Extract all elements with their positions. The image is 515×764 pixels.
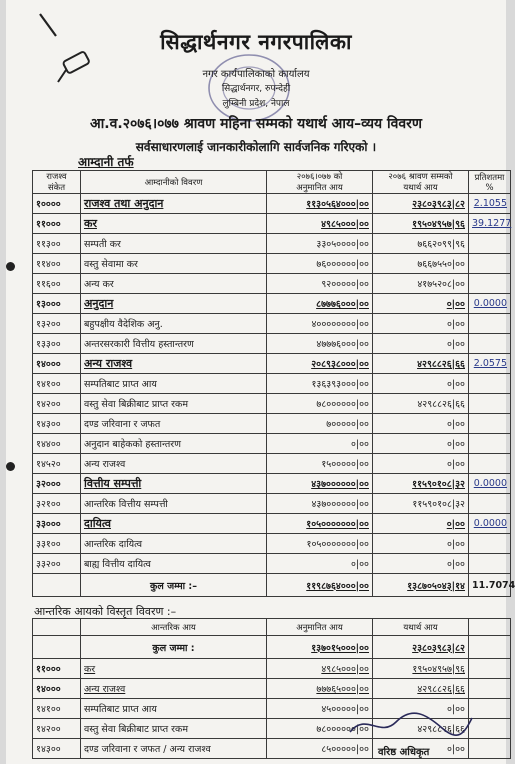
row-description: अन्य राजश्व bbox=[81, 354, 267, 374]
row-estimated: ४९८५०००|०० bbox=[267, 214, 373, 234]
row-estimated: ४३७००००००|०० bbox=[267, 494, 373, 514]
row-estimated: १५०००००|०० bbox=[267, 454, 373, 474]
row-description: सम्पती कर bbox=[81, 234, 267, 254]
office-karyalaya: नगर कार्यपालिकाको कार्यालय bbox=[202, 69, 310, 80]
office-city: सिद्धार्थनगर, रुपन्देही bbox=[221, 84, 291, 94]
row-description: आन्तरिक दायित्व bbox=[81, 534, 267, 554]
internal-row-description: वस्तु सेवा बिक्रीबाट प्राप्त रकम bbox=[81, 719, 267, 739]
row-percent bbox=[469, 394, 511, 414]
row-estimated: ४००००००००|०० bbox=[267, 314, 373, 334]
row-percent: 2.1055 bbox=[469, 194, 511, 214]
row-percent: 0.0000 bbox=[469, 294, 511, 314]
internal-row-description: दण्ड जरिवाना र जफत / अन्य राजश्व bbox=[81, 739, 267, 759]
row-actual: ०|०० bbox=[373, 294, 469, 314]
header-desc: आम्दानीको विवरण bbox=[81, 171, 267, 194]
row-percent bbox=[469, 434, 511, 454]
internal-row-description: कर bbox=[81, 659, 267, 679]
document-page bbox=[6, 0, 515, 764]
row-percent bbox=[469, 454, 511, 474]
header-code-b: संकेत bbox=[47, 183, 66, 193]
row-actual: ४२९८८२६|६६ bbox=[373, 394, 469, 414]
row-code: १४३०० bbox=[33, 414, 81, 434]
row-estimated: ७०००००|०० bbox=[267, 414, 373, 434]
income-row bbox=[33, 374, 511, 394]
internal-row-estimated: ८५०००००|०० bbox=[267, 739, 373, 759]
row-percent: 0.0000 bbox=[469, 514, 511, 534]
row-estimated: ७६००००००|०० bbox=[267, 254, 373, 274]
row-estimated: ४३७००००००|०० bbox=[267, 474, 373, 494]
internal-row bbox=[33, 659, 511, 679]
row-estimated: १३६३९३०००|०० bbox=[267, 374, 373, 394]
row-actual: १९५०४९५७|९६ bbox=[373, 214, 469, 234]
income-group-row bbox=[33, 294, 511, 314]
row-description: राजश्व तथा अनुदान bbox=[81, 194, 267, 214]
internal-total-act: २३८०३९८३|८२ bbox=[373, 636, 469, 659]
row-estimated: ९२०००००|०० bbox=[267, 274, 373, 294]
row-actual: ०|०० bbox=[373, 374, 469, 394]
row-percent bbox=[469, 334, 511, 354]
internal-row-actual: ४२९८८२६|६६ bbox=[373, 679, 469, 699]
income-row bbox=[33, 394, 511, 414]
row-actual: ०|०० bbox=[373, 554, 469, 574]
row-percent: 2.0575 bbox=[469, 354, 511, 374]
internal-row-estimated: ४५०००००|०० bbox=[267, 699, 373, 719]
row-description: अन्य राजश्व bbox=[81, 454, 267, 474]
row-code: ११६०० bbox=[33, 274, 81, 294]
row-code: ११४०० bbox=[33, 254, 81, 274]
signature-mark bbox=[346, 708, 476, 742]
income-table-header bbox=[33, 171, 511, 194]
income-row bbox=[33, 554, 511, 574]
header-act-a: २०७६ श्रावण सम्मको bbox=[388, 172, 453, 182]
row-code: ३३००० bbox=[33, 514, 81, 534]
total-actual: १३८७०५०४३|१४ bbox=[373, 574, 469, 597]
row-actual: ०|०० bbox=[373, 534, 469, 554]
internal-total-est: १३७०१५०००|०० bbox=[267, 636, 373, 659]
row-percent bbox=[469, 254, 511, 274]
row-estimated: १०५०००००००|०० bbox=[267, 514, 373, 534]
row-actual: ०|०० bbox=[373, 434, 469, 454]
row-code: ३३१०० bbox=[33, 534, 81, 554]
row-percent bbox=[469, 314, 511, 334]
binder-hole bbox=[6, 262, 15, 271]
page-title: आ.व.२०७६।०७७ श्रावण महिना सम्मको यथार्थ आय–व्यय विवरण bbox=[89, 116, 423, 132]
income-total-row bbox=[33, 574, 511, 597]
income-group-row bbox=[33, 474, 511, 494]
office-province: लुम्बिनी प्रदेश, नेपाल bbox=[222, 99, 290, 109]
row-estimated: ७८००००००|०० bbox=[267, 394, 373, 414]
internal-row-actual: ०|०० bbox=[373, 699, 469, 719]
row-percent bbox=[469, 274, 511, 294]
row-estimated: ०|०० bbox=[267, 554, 373, 574]
income-group-row bbox=[33, 194, 511, 214]
row-estimated: ११३०५६४०००|०० bbox=[267, 194, 373, 214]
internal-row-description: सम्पतिबाट प्राप्त आय bbox=[81, 699, 267, 719]
row-code: ११३०० bbox=[33, 234, 81, 254]
row-description: अन्य कर bbox=[81, 274, 267, 294]
row-percent bbox=[469, 494, 511, 514]
row-code: ११००० bbox=[33, 214, 81, 234]
row-description: कर bbox=[81, 214, 267, 234]
row-estimated: २०८९३८०००|०० bbox=[267, 354, 373, 374]
row-estimated: ०|०० bbox=[267, 434, 373, 454]
row-code: १४००० bbox=[33, 354, 81, 374]
row-actual: ०|०० bbox=[373, 334, 469, 354]
binder-hole bbox=[6, 462, 15, 471]
row-code: ३२१०० bbox=[33, 494, 81, 514]
header-pct-a: प्रतिशतमा bbox=[474, 172, 505, 183]
row-actual: ०|०० bbox=[373, 314, 469, 334]
internal-row bbox=[33, 679, 511, 699]
row-percent bbox=[469, 554, 511, 574]
internal-row-actual: ४२९८८२६|६६ bbox=[373, 719, 469, 739]
total-estimated: ११९८७६४०००|०० bbox=[267, 574, 373, 597]
row-actual: ११५९०१०८|३२ bbox=[373, 474, 469, 494]
internal-row-estimated: ७८००००००|०० bbox=[267, 719, 373, 739]
internal-row-estimated: ४९८५०००|०० bbox=[267, 659, 373, 679]
total-label: कुल जम्मा :– bbox=[81, 574, 267, 597]
row-description: वित्तीय सम्पत्ती bbox=[81, 474, 267, 494]
income-row bbox=[33, 534, 511, 554]
row-percent bbox=[469, 414, 511, 434]
row-description: अनुदान बाहेकको हस्तान्तरण bbox=[81, 434, 267, 454]
row-actual: २३८०३९८३|८२ bbox=[373, 194, 469, 214]
internal-row-code: ११००० bbox=[33, 659, 81, 679]
row-estimated: ८७७७६०००|०० bbox=[267, 294, 373, 314]
internal-row-code: १४३०० bbox=[33, 739, 81, 759]
internal-row-actual: १९५०४९५७|९६ bbox=[373, 659, 469, 679]
row-code: १४२०० bbox=[33, 394, 81, 414]
row-description: बहुपक्षीय वैदेशिक अनु. bbox=[81, 314, 267, 334]
row-actual: ०|०० bbox=[373, 414, 469, 434]
internal-header-est: अनुमानित आय bbox=[267, 619, 373, 636]
row-code: १४५२० bbox=[33, 454, 81, 474]
page-subtitle: सर्वसाधारणलाई जानकारीकोलागि सार्वजनिक गरिएको । bbox=[135, 140, 377, 154]
header-code-a: राजश्व bbox=[46, 172, 67, 182]
row-actual: ४१७५२०८|०० bbox=[373, 274, 469, 294]
income-row bbox=[33, 434, 511, 454]
row-percent: 0.0000 bbox=[469, 474, 511, 494]
income-group-row bbox=[33, 514, 511, 534]
row-percent bbox=[469, 374, 511, 394]
income-row bbox=[33, 274, 511, 294]
row-percent bbox=[469, 234, 511, 254]
office-name: सिद्धार्थनगर नगरपालिका bbox=[160, 30, 352, 54]
signature-title: वरिष्ठ अधिकृत bbox=[378, 747, 430, 758]
internal-total-label: कुल जम्मा : bbox=[81, 636, 267, 659]
header-est-b: अनुमानित आय bbox=[296, 183, 343, 193]
income-row bbox=[33, 334, 511, 354]
row-estimated: ४७७७६०००|०० bbox=[267, 334, 373, 354]
income-row bbox=[33, 414, 511, 434]
income-group-row bbox=[33, 354, 511, 374]
income-row bbox=[33, 254, 511, 274]
income-table bbox=[32, 170, 515, 597]
internal-row-code: १४१०० bbox=[33, 699, 81, 719]
row-actual: ११५९०१०८|३२ bbox=[373, 494, 469, 514]
internal-header-desc: आन्तरिक आय bbox=[81, 619, 267, 636]
internal-header-act: यथार्थ आय bbox=[373, 619, 469, 636]
internal-row-code: १४००० bbox=[33, 679, 81, 699]
row-actual: ७६६२०९९|९६ bbox=[373, 234, 469, 254]
internal-section-title: आन्तरिक आयको विस्तृत विवरण :– bbox=[34, 605, 177, 618]
row-description: दायित्व bbox=[81, 514, 267, 534]
internal-row-spacer bbox=[469, 659, 511, 679]
row-percent bbox=[469, 534, 511, 554]
row-description: अनुदान bbox=[81, 294, 267, 314]
row-estimated: ३३०५००००|०० bbox=[267, 234, 373, 254]
internal-row-actual: ०|०० bbox=[373, 739, 469, 759]
row-code: १३३०० bbox=[33, 334, 81, 354]
internal-total-row bbox=[33, 636, 511, 659]
income-row bbox=[33, 454, 511, 474]
row-code: १०००० bbox=[33, 194, 81, 214]
row-actual: ०|०० bbox=[373, 454, 469, 474]
internal-row-description: अन्य राजश्व bbox=[81, 679, 267, 699]
row-actual: ०|०० bbox=[373, 514, 469, 534]
internal-row-spacer bbox=[469, 679, 511, 699]
row-actual: ७६६७५५०|०० bbox=[373, 254, 469, 274]
row-code: ३३२०० bbox=[33, 554, 81, 574]
header-pct-b: % bbox=[485, 182, 494, 193]
row-description: वस्तु सेवा बिक्रीबाट प्राप्त रकम bbox=[81, 394, 267, 414]
row-description: दण्ड जरिवाना र जफत bbox=[81, 414, 267, 434]
income-row bbox=[33, 494, 511, 514]
income-row bbox=[33, 314, 511, 334]
row-description: आन्तरिक वित्तीय सम्पत्ती bbox=[81, 494, 267, 514]
row-description: बाह्य वित्तीय दायित्व bbox=[81, 554, 267, 574]
income-group-row bbox=[33, 214, 511, 234]
row-estimated: १०५०००००००|०० bbox=[267, 534, 373, 554]
internal-table-header bbox=[33, 619, 511, 636]
row-code: १४१०० bbox=[33, 374, 81, 394]
row-description: सम्पतिबाट प्राप्त आय bbox=[81, 374, 267, 394]
row-code: १४४०० bbox=[33, 434, 81, 454]
row-percent: 39.1277 bbox=[469, 214, 511, 234]
income-row bbox=[33, 234, 511, 254]
row-code: १३२०० bbox=[33, 314, 81, 334]
row-code: ३२००० bbox=[33, 474, 81, 494]
row-description: वस्तु सेवामा कर bbox=[81, 254, 267, 274]
internal-row-code: १४२०० bbox=[33, 719, 81, 739]
row-actual: ४२९८८२६|६६ bbox=[373, 354, 469, 374]
row-code: १३००० bbox=[33, 294, 81, 314]
internal-row-estimated: ७७७६५०००|०० bbox=[267, 679, 373, 699]
header-est-a: २०७६।०७७ को bbox=[296, 172, 343, 182]
total-spacer bbox=[33, 574, 81, 597]
total-percent: 11.7074 bbox=[469, 574, 511, 597]
income-section-title: आम्दानी तर्फ bbox=[78, 155, 134, 169]
row-description: अन्तरसरकारी वित्तीय हस्तान्तरण bbox=[81, 334, 267, 354]
header-act-b: यथार्थ आय bbox=[403, 183, 438, 193]
